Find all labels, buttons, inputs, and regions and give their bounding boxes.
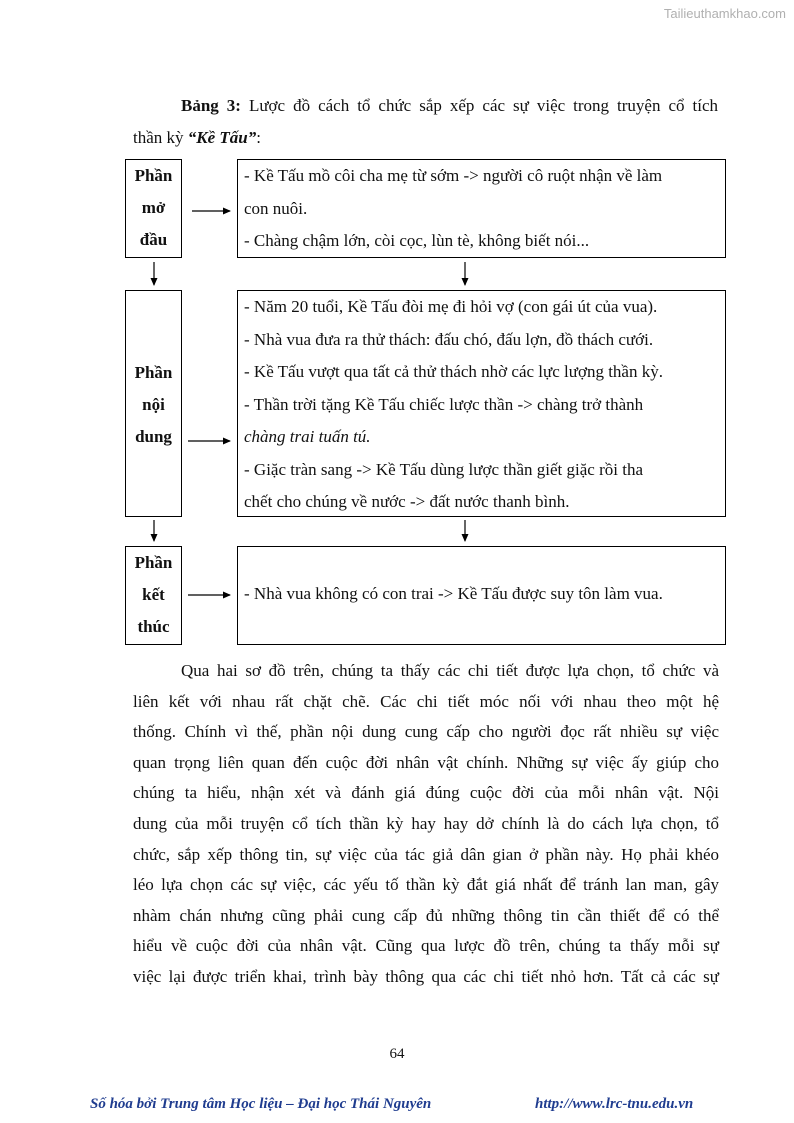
caption-text-2: thần kỳ [133,128,188,147]
caption-text: Lược đồ cách tổ chức sắp xếp các sự việc trong truyện cổ tích [240,96,718,115]
paragraph-line: quan trọng liên quan đến cuộc đời nhân vật chính. Những sự việc ấy giúp cho [133,752,719,772]
footer-url[interactable]: http://www.lrc-tnu.edu.vn [535,1096,694,1112]
footer-source: Số hóa bởi Trung tâm Học liệu – Đại học Thái Nguyên [90,1096,432,1112]
paragraph-line: chúng ta hiểu, nhận xét và đánh giá đúng cuộc đời của mỗi nhân vật. Nội [133,783,719,803]
paragraph-line: léo lựa chọn các sự việc, các yếu tố thần kỳ đắt giá nhất để tránh lan man, gây [133,875,719,895]
content-line: chàng trai tuấn tú. [244,427,371,446]
paragraph-line: liên kết với nhau rất chặt chẽ. Các chi tiết móc nối với nhau theo một hệ [133,691,719,711]
label-line: đầu [139,230,168,249]
body-paragraph [133,656,719,993]
paragraph-line: nhàm chán nhưng cũng phải cung cấp đủ những thông tin cần thiết để có thể [133,905,719,925]
paragraph-line: dung của mỗi truyện cổ tích thần kỳ hay hay dở chính là do cách lựa chọn, tổ [133,813,719,833]
content-line: - Chàng chậm lớn, còi cọc, lùn tè, không biết nói... [244,231,590,250]
paragraph-line: hiểu về cuộc đời của nhân vật. Cũng qua lược đồ trên, chúng ta thấy mỗi sự [133,936,719,956]
label-line: Phần [134,166,173,185]
label-line: dung [135,427,172,446]
content-line: - Giặc tràn sang -> Kề Tấu dùng lược thần giết giặc rồi tha [244,459,643,479]
label-line: mở [141,198,166,217]
paragraph-line: thống. Chính vì thế, phần nội dung cung cấp cho người đọc rất nhiều sự việc [133,722,719,742]
page-number: 64 [389,1046,405,1062]
content-line: - Nhà vua đưa ra thử thách: đấu chó, đấu lợn, đồ thách cưới. [244,329,654,349]
label-line: Phần [134,553,173,572]
story-title: “Kề Tấu” [187,128,257,147]
content-line: chết cho chúng về nước -> đất nước thanh bình. [244,492,570,511]
content-line: - Kề Tấu vượt qua tất cả thử thách nhờ các lực lượng thần kỳ. [244,362,663,381]
watermark: Tailieuthamkhao.com [663,6,786,21]
label-line: thúc [137,617,170,636]
content-line: - Thần trời tặng Kề Tấu chiếc lược thần -> chàng trở thành [244,394,644,414]
label-line: nội [142,395,165,414]
label-line: Phần [134,363,173,382]
content-line: con nuôi. [244,198,308,218]
paragraph-line: việc lại được triển khai, trình bày thông qua các chi tiết nhỏ hơn. Tất cả các sự [133,966,719,986]
caption-label: Bảng 3: [181,96,241,115]
content-line: - Kề Tấu mồ côi cha mẹ từ sớm -> người cô ruột nhận về làm [244,166,663,185]
label-line: kết [142,585,165,604]
paragraph-line: Qua hai sơ đồ trên, chúng ta thấy các chi tiết được lựa chọn, tổ chức và [181,661,719,680]
content-line: - Nhà vua không có con trai -> Kề Tấu được suy tôn làm vua. [244,584,663,603]
caption-suffix: : [256,128,261,147]
paragraph-line: chức, sắp xếp thông tin, sự việc của tác giả dân gian ở phần này. Họ phải khéo [133,844,719,864]
content-line: - Năm 20 tuổi, Kề Tấu đòi mẹ đi hỏi vợ (con gái út của vua). [244,297,658,316]
